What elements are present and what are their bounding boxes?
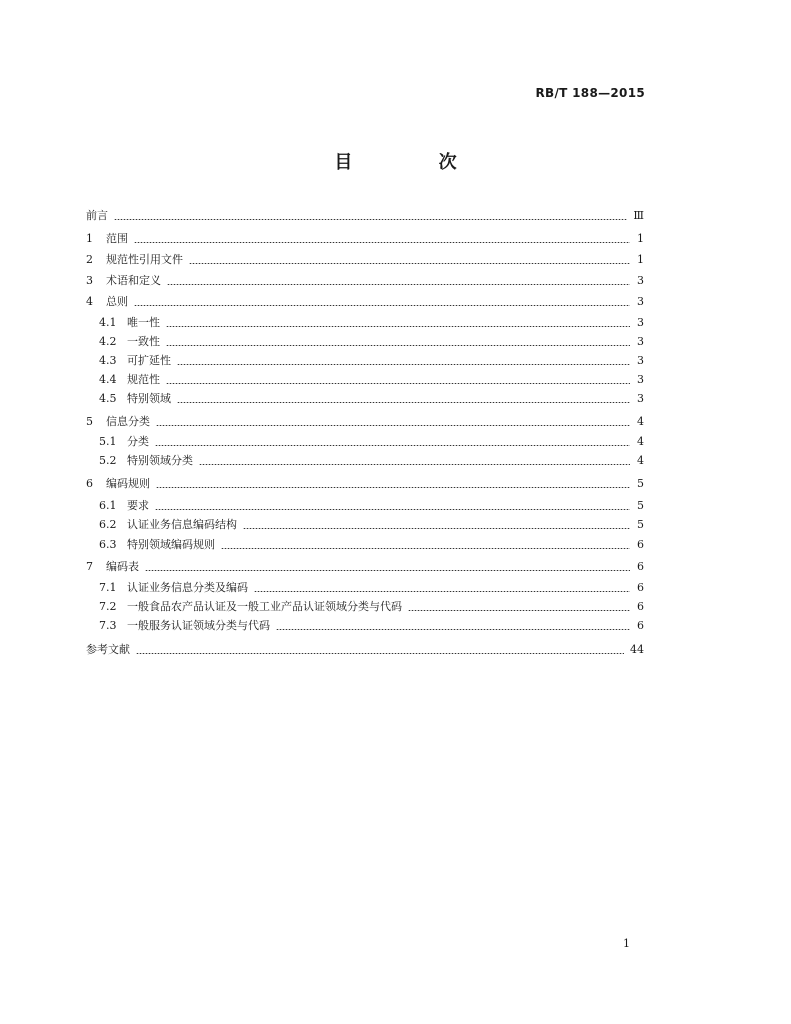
toc-entry-number: 4.5 [99, 392, 117, 405]
toc-entry-page: Ⅲ [633, 209, 644, 222]
toc-entry-number: 6.3 [99, 538, 117, 551]
toc-dot-leader [145, 570, 630, 571]
toc-entry-title: 规范性 [127, 373, 160, 386]
toc-entry-number: 4.2 [99, 335, 117, 348]
toc-entry-title: 编码表 [106, 560, 139, 573]
toc-entry[interactable] [99, 450, 644, 468]
toc-entry[interactable] [86, 556, 644, 574]
toc-entry-title: 编码规则 [106, 477, 150, 490]
toc-entry[interactable] [86, 291, 644, 309]
toc-entry-title: 特别领域 [127, 392, 171, 405]
toc-entry-number: 2 [86, 253, 93, 266]
toc-entry-number: 6 [86, 477, 93, 490]
toc-entry-title: 可扩延性 [127, 354, 171, 367]
toc-entry-title: 术语和定义 [106, 274, 161, 287]
toc-entry-title: 分类 [127, 435, 149, 448]
toc-entry[interactable] [99, 534, 644, 552]
toc-entry-number: 1 [86, 232, 93, 245]
toc-entry-page: 44 [630, 643, 644, 656]
toc-dot-leader [408, 610, 630, 611]
toc-dot-leader [167, 284, 630, 285]
toc-entry-title: 唯一性 [127, 316, 160, 329]
toc-dot-leader [177, 402, 630, 403]
toc-entry[interactable] [99, 369, 644, 387]
toc-entry-number: 3 [86, 274, 93, 287]
toc-entry-page: 4 [637, 415, 644, 428]
toc-entry-page: 6 [637, 538, 644, 551]
toc-entry-title: 认证业务信息编码结构 [127, 518, 237, 531]
toc-entry[interactable] [86, 228, 644, 246]
toc-dot-leader [177, 364, 630, 365]
toc-entry-number: 5.2 [99, 454, 117, 467]
toc-dot-leader [136, 653, 624, 654]
toc-entry[interactable] [99, 615, 644, 633]
toc-entry-page: 6 [637, 600, 644, 613]
toc-entry[interactable] [86, 473, 644, 491]
toc-entry[interactable] [86, 270, 644, 288]
toc-entry[interactable] [99, 514, 644, 532]
toc-entry-title: 信息分类 [106, 415, 150, 428]
toc-entry-page: 5 [637, 477, 644, 490]
toc-dot-leader [156, 487, 630, 488]
toc-entry-number: 4.1 [99, 316, 117, 329]
toc-entry-page: 3 [637, 354, 644, 367]
toc-entry-number: 7.1 [99, 581, 117, 594]
toc-entry-page: 1 [637, 253, 644, 266]
toc-entry-number: 5 [86, 415, 93, 428]
toc-dot-leader [166, 326, 630, 327]
toc-entry-page: 3 [637, 295, 644, 308]
toc-entry[interactable] [99, 596, 644, 614]
toc-dot-leader [156, 425, 630, 426]
toc-entry-title: 总则 [106, 295, 128, 308]
toc-entry[interactable] [99, 577, 644, 595]
toc-entry[interactable] [86, 249, 644, 267]
toc-entry-page: 4 [637, 454, 644, 467]
toc-entry-page: 3 [637, 335, 644, 348]
toc-entry-page: 6 [637, 619, 644, 632]
toc-entry[interactable] [86, 411, 644, 429]
toc-entry-number: 7 [86, 560, 93, 573]
toc-entry-number: 6.2 [99, 518, 117, 531]
toc-entry-page: 6 [637, 581, 644, 594]
toc-entry[interactable] [99, 388, 644, 406]
toc-entry-number: 5.1 [99, 435, 117, 448]
toc-entry-page: 3 [637, 392, 644, 405]
toc-dot-leader [155, 445, 630, 446]
toc-dot-leader [189, 263, 630, 264]
toc-entry-number: 4.3 [99, 354, 117, 367]
toc-entry-number: 7.2 [99, 600, 117, 613]
toc-entry[interactable] [99, 431, 644, 449]
toc-entry[interactable] [99, 495, 644, 513]
toc-dot-leader [155, 509, 630, 510]
toc-dot-leader [114, 219, 627, 220]
toc-entry-number: 6.1 [99, 499, 117, 512]
toc-entry-page: 6 [637, 560, 644, 573]
standard-code: RB/T 188—2015 [535, 86, 645, 100]
toc-entry-title: 范围 [106, 232, 128, 245]
toc-entry-title: 要求 [127, 499, 149, 512]
toc-entry[interactable] [99, 312, 644, 330]
toc-entry-title: 特别领域分类 [127, 454, 193, 467]
toc-entry-page: 1 [637, 232, 644, 245]
toc-entry-title: 一般食品农产品认证及一般工业产品认证领域分类与代码 [127, 600, 402, 613]
toc-entry-title: 认证业务信息分类及编码 [127, 581, 248, 594]
toc-entry-title: 参考文献 [86, 643, 130, 656]
toc-entry[interactable] [86, 205, 644, 223]
toc-dot-leader [199, 464, 630, 465]
toc-entry-page: 5 [637, 499, 644, 512]
toc-entry-number: 4 [86, 295, 93, 308]
toc-entry-page: 5 [637, 518, 644, 531]
toc-entry[interactable] [99, 331, 644, 349]
toc-entry-page: 3 [637, 316, 644, 329]
toc-dot-leader [254, 591, 630, 592]
toc-dot-leader [166, 345, 630, 346]
toc-dot-leader [221, 548, 630, 549]
toc-entry-number: 7.3 [99, 619, 117, 632]
toc-dot-leader [243, 528, 630, 529]
page-title: 目 次 [334, 152, 497, 173]
toc-entry-page: 3 [637, 274, 644, 287]
toc-entry-page: 3 [637, 373, 644, 386]
toc-entry-title: 一致性 [127, 335, 160, 348]
toc-dot-leader [134, 242, 630, 243]
page-number: 1 [623, 937, 630, 950]
toc-entry[interactable] [86, 639, 644, 657]
toc-entry-title: 前言 [86, 209, 108, 222]
toc-entry-title: 一般服务认证领域分类与代码 [127, 619, 270, 632]
toc-entry-number: 4.4 [99, 373, 117, 386]
toc-entry-page: 4 [637, 435, 644, 448]
toc-entry-title: 特别领域编码规则 [127, 538, 215, 551]
toc-entry[interactable] [99, 350, 644, 368]
toc-dot-leader [276, 629, 630, 630]
toc-entry-title: 规范性引用文件 [106, 253, 183, 266]
toc-dot-leader [134, 305, 630, 306]
toc-dot-leader [166, 383, 630, 384]
